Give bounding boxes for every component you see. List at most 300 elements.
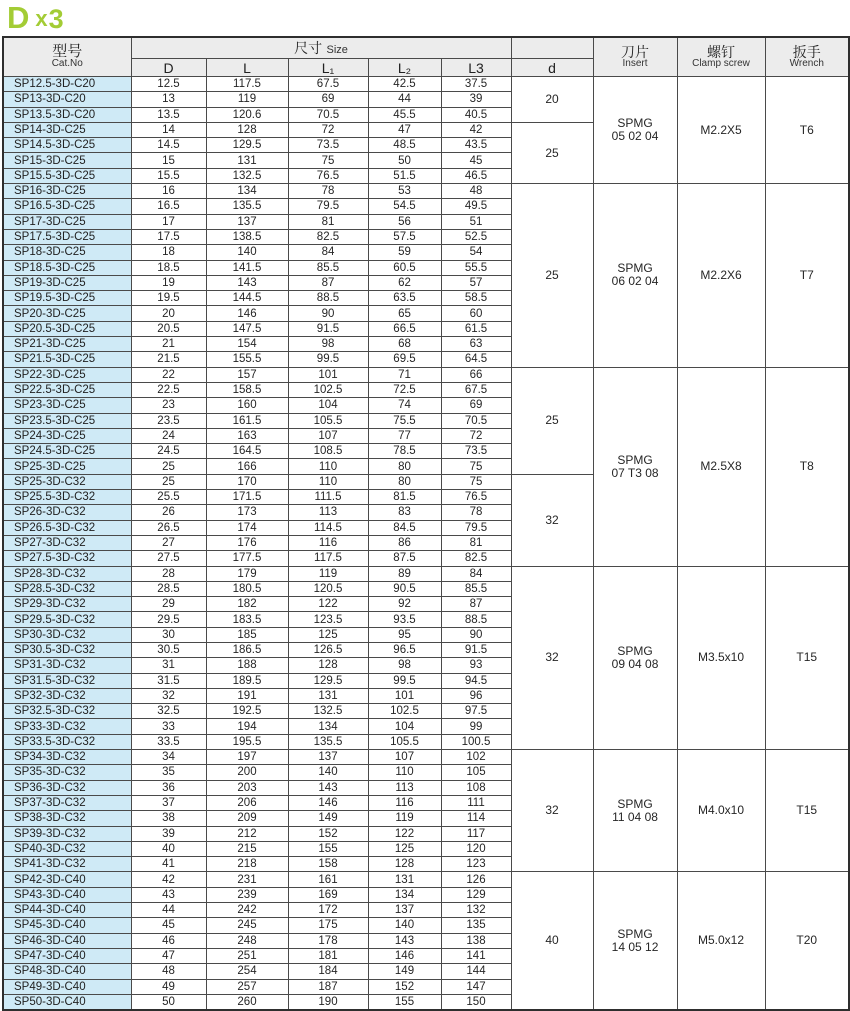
dim-cell: 100.5 [441, 734, 511, 749]
dim-cell: 77 [368, 428, 441, 443]
col-header-wrench-zh: 扳手 [792, 44, 821, 60]
dim-cell: 75 [441, 459, 511, 474]
clamp-screw-cell: M5.0x12 [677, 872, 765, 1010]
dim-cell: 25 [131, 459, 206, 474]
dim-cell: 105 [441, 765, 511, 780]
dim-cell: 72 [441, 428, 511, 443]
dim-cell: 126 [441, 872, 511, 887]
dim-cell: 12.5 [131, 77, 206, 92]
dim-cell: 17 [131, 214, 206, 229]
dim-cell: 137 [288, 750, 368, 765]
page-title-part-3: 3 [48, 4, 64, 34]
dim-cell: 185 [206, 627, 288, 642]
cat-no-cell: SP20.5-3D-C25 [3, 321, 131, 336]
col-header-insert [593, 37, 677, 77]
cat-no-cell: SP23.5-3D-C25 [3, 413, 131, 428]
dim-cell: 42 [131, 872, 206, 887]
dim-cell: 128 [288, 658, 368, 673]
dim-cell: 76.5 [441, 490, 511, 505]
dim-cell: 128 [368, 857, 441, 872]
cat-no-cell: SP16.5-3D-C25 [3, 199, 131, 214]
dim-cell: 120.5 [288, 581, 368, 596]
cat-no-cell: SP16-3D-C25 [3, 184, 131, 199]
dim-cell: 128 [206, 122, 288, 137]
dim-cell: 49 [131, 979, 206, 994]
dim-cell: 17.5 [131, 229, 206, 244]
col-header-d-spacer [511, 37, 593, 59]
dim-cell: 76.5 [288, 168, 368, 183]
dim-cell: 19.5 [131, 291, 206, 306]
dim-cell: 80 [368, 459, 441, 474]
cat-no-cell: SP21-3D-C25 [3, 337, 131, 352]
dim-cell: 126.5 [288, 642, 368, 657]
dim-cell: 82.5 [441, 551, 511, 566]
dim-cell: 122 [288, 597, 368, 612]
dim-cell: 175 [288, 918, 368, 933]
cat-no-cell: SP28.5-3D-C32 [3, 581, 131, 596]
page-title-part-x: x [35, 6, 48, 31]
dim-cell: 67.5 [288, 77, 368, 92]
dim-cell: 63.5 [368, 291, 441, 306]
dim-cell: 129.5 [206, 138, 288, 153]
dim-cell: 32 [131, 688, 206, 703]
dim-cell: 120.6 [206, 107, 288, 122]
dim-cell: 166 [206, 459, 288, 474]
clamp-screw-cell: M2.5X8 [677, 367, 765, 566]
cat-no-cell: SP45-3D-C40 [3, 918, 131, 933]
dim-cell: 48.5 [368, 138, 441, 153]
dim-cell: 72.5 [368, 382, 441, 397]
dim-cell: 14 [131, 122, 206, 137]
cat-no-cell: SP36-3D-C32 [3, 780, 131, 795]
dim-cell: 78 [441, 505, 511, 520]
dim-cell: 203 [206, 780, 288, 795]
dim-cell: 27.5 [131, 551, 206, 566]
wrench-cell: T15 [765, 566, 849, 750]
dim-cell: 146 [288, 795, 368, 810]
dim-cell: 254 [206, 964, 288, 979]
dim-cell: 69 [288, 92, 368, 107]
cat-no-cell: SP32-3D-C32 [3, 688, 131, 703]
dim-cell: 82.5 [288, 229, 368, 244]
dim-cell: 79.5 [288, 199, 368, 214]
dim-cell: 50 [368, 153, 441, 168]
dim-cell: 78.5 [368, 444, 441, 459]
dim-cell: 79.5 [441, 520, 511, 535]
cat-no-cell: SP18-3D-C25 [3, 245, 131, 260]
insert-cell: SPMG 09 04 08 [593, 566, 677, 750]
dim-cell: 144.5 [206, 291, 288, 306]
dim-cell: 143 [288, 780, 368, 795]
cat-no-cell: SP38-3D-C32 [3, 811, 131, 826]
dim-cell: 178 [288, 933, 368, 948]
dim-cell: 113 [288, 505, 368, 520]
dim-cell: 62 [368, 275, 441, 290]
dim-cell: 251 [206, 948, 288, 963]
col-header-catno-en: Cat.No [51, 58, 83, 69]
dim-cell: 99 [441, 719, 511, 734]
dim-cell: 19 [131, 275, 206, 290]
col-header-wrench [765, 37, 849, 77]
dim-cell: 13.5 [131, 107, 206, 122]
table-header [3, 37, 849, 77]
dim-cell: 131 [288, 688, 368, 703]
dim-cell: 141 [441, 948, 511, 963]
cat-no-cell: SP26-3D-C32 [3, 505, 131, 520]
dim-cell: 149 [288, 811, 368, 826]
dim-cell: 152 [288, 826, 368, 841]
col-header-d: d [511, 59, 593, 77]
dim-cell: 54 [441, 245, 511, 260]
cat-no-cell: SP26.5-3D-C32 [3, 520, 131, 535]
dim-cell: 104 [288, 398, 368, 413]
dim-cell: 90.5 [368, 581, 441, 596]
dim-cell: 46 [131, 933, 206, 948]
dim-cell: 23 [131, 398, 206, 413]
dim-cell: 170 [206, 474, 288, 489]
dim-cell: 46.5 [441, 168, 511, 183]
dim-cell: 42 [441, 122, 511, 137]
cat-no-cell: SP33.5-3D-C32 [3, 734, 131, 749]
cat-no-cell: SP24-3D-C25 [3, 428, 131, 443]
dim-cell: 129 [441, 887, 511, 902]
dim-cell: 96 [441, 688, 511, 703]
dim-cell: 24 [131, 428, 206, 443]
dim-cell: 123 [441, 857, 511, 872]
dim-cell: 169 [288, 887, 368, 902]
table-row [3, 566, 849, 581]
dim-cell: 87 [441, 597, 511, 612]
dim-cell: 192.5 [206, 704, 288, 719]
table-row [3, 77, 849, 92]
clamp-screw-cell: M2.2X6 [677, 184, 765, 368]
d-value-cell: 32 [511, 566, 593, 750]
d-value-cell: 25 [511, 367, 593, 474]
dim-cell: 87 [288, 275, 368, 290]
cat-no-cell: SP32.5-3D-C32 [3, 704, 131, 719]
cat-no-cell: SP22.5-3D-C25 [3, 382, 131, 397]
page-title [0, 0, 850, 36]
col-header-insert-zh: 刀片 [621, 44, 650, 60]
dim-cell: 140 [368, 918, 441, 933]
dim-cell: 95 [368, 627, 441, 642]
dim-cell: 110 [288, 474, 368, 489]
dim-cell: 131 [206, 153, 288, 168]
dim-cell: 155 [368, 994, 441, 1009]
insert-cell: SPMG 06 02 04 [593, 184, 677, 368]
cat-no-cell: SP30.5-3D-C32 [3, 642, 131, 657]
cat-no-cell: SP33-3D-C32 [3, 719, 131, 734]
dim-cell: 189.5 [206, 673, 288, 688]
cat-no-cell: SP29-3D-C32 [3, 597, 131, 612]
dim-cell: 154 [206, 337, 288, 352]
dim-cell: 37 [131, 795, 206, 810]
dim-cell: 18.5 [131, 260, 206, 275]
col-header-wrench-en: Wrench [789, 58, 824, 69]
dim-cell: 161 [288, 872, 368, 887]
cat-no-cell: SP25.5-3D-C32 [3, 490, 131, 505]
table-row [3, 750, 849, 765]
dim-cell: 98 [368, 658, 441, 673]
dim-cell: 38 [131, 811, 206, 826]
dim-cell: 161.5 [206, 413, 288, 428]
dim-cell: 209 [206, 811, 288, 826]
col-header-L: L [206, 59, 288, 77]
col-header-L1: L₁ [288, 59, 368, 77]
cat-no-cell: SP19-3D-C25 [3, 275, 131, 290]
cat-no-cell: SP14-3D-C25 [3, 122, 131, 137]
dim-cell: 122 [368, 826, 441, 841]
dim-cell: 84.5 [368, 520, 441, 535]
dim-cell: 102 [441, 750, 511, 765]
dim-cell: 27 [131, 535, 206, 550]
dim-cell: 141.5 [206, 260, 288, 275]
dim-cell: 174 [206, 520, 288, 535]
col-header-size-en: Size [326, 44, 348, 56]
dim-cell: 134 [288, 719, 368, 734]
dim-cell: 134 [368, 887, 441, 902]
dim-cell: 22 [131, 367, 206, 382]
insert-cell: SPMG 05 02 04 [593, 77, 677, 184]
dim-cell: 40 [131, 841, 206, 856]
dim-cell: 123.5 [288, 612, 368, 627]
dim-cell: 119 [288, 566, 368, 581]
dim-cell: 39 [131, 826, 206, 841]
dim-cell: 43.5 [441, 138, 511, 153]
dim-cell: 114 [441, 811, 511, 826]
dim-cell: 140 [288, 765, 368, 780]
d-value-cell: 25 [511, 122, 593, 183]
cat-no-cell: SP23-3D-C25 [3, 398, 131, 413]
cat-no-cell: SP14.5-3D-C25 [3, 138, 131, 153]
dim-cell: 84 [441, 566, 511, 581]
wrench-cell: T20 [765, 872, 849, 1010]
catalog-table-body [3, 77, 849, 1010]
dim-cell: 108.5 [288, 444, 368, 459]
dim-cell: 116 [368, 795, 441, 810]
dim-cell: 75.5 [368, 413, 441, 428]
dim-cell: 138 [441, 933, 511, 948]
wrench-cell: T7 [765, 184, 849, 368]
dim-cell: 88.5 [288, 291, 368, 306]
dim-cell: 152 [368, 979, 441, 994]
dim-cell: 85.5 [441, 581, 511, 596]
dim-cell: 75 [288, 153, 368, 168]
dim-cell: 52.5 [441, 229, 511, 244]
dim-cell: 140 [206, 245, 288, 260]
dim-cell: 41 [131, 857, 206, 872]
dim-cell: 25.5 [131, 490, 206, 505]
d-value-cell: 40 [511, 872, 593, 1010]
dim-cell: 69 [441, 398, 511, 413]
dim-cell: 150 [441, 994, 511, 1009]
dim-cell: 257 [206, 979, 288, 994]
dim-cell: 81 [441, 535, 511, 550]
col-header-size-zh: 尺寸 [294, 40, 323, 56]
table-row [3, 872, 849, 887]
dim-cell: 31.5 [131, 673, 206, 688]
dim-cell: 239 [206, 887, 288, 902]
dim-cell: 33.5 [131, 734, 206, 749]
dim-cell: 105.5 [288, 413, 368, 428]
dim-cell: 53 [368, 184, 441, 199]
cat-no-cell: SP15-3D-C25 [3, 153, 131, 168]
cat-no-cell: SP46-3D-C40 [3, 933, 131, 948]
dim-cell: 149 [368, 964, 441, 979]
dim-cell: 194 [206, 719, 288, 734]
col-header-clamp-screw [677, 37, 765, 77]
cat-no-cell: SP13-3D-C20 [3, 92, 131, 107]
dim-cell: 80 [368, 474, 441, 489]
dim-cell: 45 [131, 918, 206, 933]
dim-cell: 99.5 [368, 673, 441, 688]
dim-cell: 22.5 [131, 382, 206, 397]
dim-cell: 90 [288, 306, 368, 321]
dim-cell: 172 [288, 903, 368, 918]
dim-cell: 23.5 [131, 413, 206, 428]
dim-cell: 114.5 [288, 520, 368, 535]
dim-cell: 15 [131, 153, 206, 168]
dim-cell: 171.5 [206, 490, 288, 505]
dim-cell: 137 [206, 214, 288, 229]
catalog-table [2, 36, 850, 1011]
dim-cell: 87.5 [368, 551, 441, 566]
clamp-screw-cell: M4.0x10 [677, 750, 765, 872]
dim-cell: 191 [206, 688, 288, 703]
dim-cell: 135.5 [288, 734, 368, 749]
dim-cell: 64.5 [441, 352, 511, 367]
dim-cell: 179 [206, 566, 288, 581]
dim-cell: 260 [206, 994, 288, 1009]
cat-no-cell: SP47-3D-C40 [3, 948, 131, 963]
dim-cell: 30 [131, 627, 206, 642]
dim-cell: 81.5 [368, 490, 441, 505]
dim-cell: 125 [368, 841, 441, 856]
col-header-L3: L3 [441, 59, 511, 77]
dim-cell: 97.5 [441, 704, 511, 719]
dim-cell: 32.5 [131, 704, 206, 719]
dim-cell: 176 [206, 535, 288, 550]
dim-cell: 59 [368, 245, 441, 260]
dim-cell: 134 [206, 184, 288, 199]
dim-cell: 89 [368, 566, 441, 581]
wrench-cell: T15 [765, 750, 849, 872]
dim-cell: 101 [368, 688, 441, 703]
dim-cell: 186.5 [206, 642, 288, 657]
cat-no-cell: SP13.5-3D-C20 [3, 107, 131, 122]
insert-cell: SPMG 11 04 08 [593, 750, 677, 872]
dim-cell: 181 [288, 948, 368, 963]
dim-cell: 157 [206, 367, 288, 382]
wrench-cell: T8 [765, 367, 849, 566]
dim-cell: 35 [131, 765, 206, 780]
dim-cell: 119 [206, 92, 288, 107]
dim-cell: 163 [206, 428, 288, 443]
dim-cell: 68 [368, 337, 441, 352]
dim-cell: 51 [441, 214, 511, 229]
dim-cell: 119 [368, 811, 441, 826]
dim-cell: 31 [131, 658, 206, 673]
dim-cell: 155.5 [206, 352, 288, 367]
dim-cell: 190 [288, 994, 368, 1009]
dim-cell: 131 [368, 872, 441, 887]
dim-cell: 187 [288, 979, 368, 994]
dim-cell: 33 [131, 719, 206, 734]
dim-cell: 99.5 [288, 352, 368, 367]
dim-cell: 188 [206, 658, 288, 673]
cat-no-cell: SP25-3D-C32 [3, 474, 131, 489]
dim-cell: 36 [131, 780, 206, 795]
dim-cell: 132.5 [206, 168, 288, 183]
dim-cell: 78 [288, 184, 368, 199]
clamp-screw-cell: M2.2X5 [677, 77, 765, 184]
dim-cell: 14.5 [131, 138, 206, 153]
dim-cell: 47 [131, 948, 206, 963]
dim-cell: 20.5 [131, 321, 206, 336]
dim-cell: 13 [131, 92, 206, 107]
dim-cell: 132 [441, 903, 511, 918]
dim-cell: 183.5 [206, 612, 288, 627]
dim-cell: 160 [206, 398, 288, 413]
dim-cell: 215 [206, 841, 288, 856]
dim-cell: 101 [288, 367, 368, 382]
dim-cell: 28 [131, 566, 206, 581]
cat-no-cell: SP43-3D-C40 [3, 887, 131, 902]
cat-no-cell: SP25-3D-C25 [3, 459, 131, 474]
dim-cell: 45 [441, 153, 511, 168]
cat-no-cell: SP31-3D-C32 [3, 658, 131, 673]
cat-no-cell: SP29.5-3D-C32 [3, 612, 131, 627]
dim-cell: 26 [131, 505, 206, 520]
dim-cell: 248 [206, 933, 288, 948]
dim-cell: 65 [368, 306, 441, 321]
dim-cell: 92 [368, 597, 441, 612]
cat-no-cell: SP28-3D-C32 [3, 566, 131, 581]
dim-cell: 63 [441, 337, 511, 352]
cat-no-cell: SP40-3D-C32 [3, 841, 131, 856]
dim-cell: 42.5 [368, 77, 441, 92]
dim-cell: 66.5 [368, 321, 441, 336]
dim-cell: 132.5 [288, 704, 368, 719]
col-header-size [131, 37, 511, 59]
dim-cell: 96.5 [368, 642, 441, 657]
dim-cell: 173 [206, 505, 288, 520]
dim-cell: 50 [131, 994, 206, 1009]
col-header-insert-en: Insert [622, 58, 648, 69]
dim-cell: 212 [206, 826, 288, 841]
dim-cell: 88.5 [441, 612, 511, 627]
dim-cell: 206 [206, 795, 288, 810]
cat-no-cell: SP50-3D-C40 [3, 994, 131, 1009]
cat-no-cell: SP27.5-3D-C32 [3, 551, 131, 566]
cat-no-cell: SP27-3D-C32 [3, 535, 131, 550]
cat-no-cell: SP21.5-3D-C25 [3, 352, 131, 367]
dim-cell: 28.5 [131, 581, 206, 596]
dim-cell: 60 [441, 306, 511, 321]
dim-cell: 54.5 [368, 199, 441, 214]
dim-cell: 43 [131, 887, 206, 902]
dim-cell: 85.5 [288, 260, 368, 275]
dim-cell: 102.5 [368, 704, 441, 719]
dim-cell: 37.5 [441, 77, 511, 92]
insert-cell: SPMG 14 05 12 [593, 872, 677, 1010]
dim-cell: 200 [206, 765, 288, 780]
dim-cell: 15.5 [131, 168, 206, 183]
dim-cell: 102.5 [288, 382, 368, 397]
col-header-D: D [131, 59, 206, 77]
dim-cell: 57 [441, 275, 511, 290]
cat-no-cell: SP35-3D-C32 [3, 765, 131, 780]
